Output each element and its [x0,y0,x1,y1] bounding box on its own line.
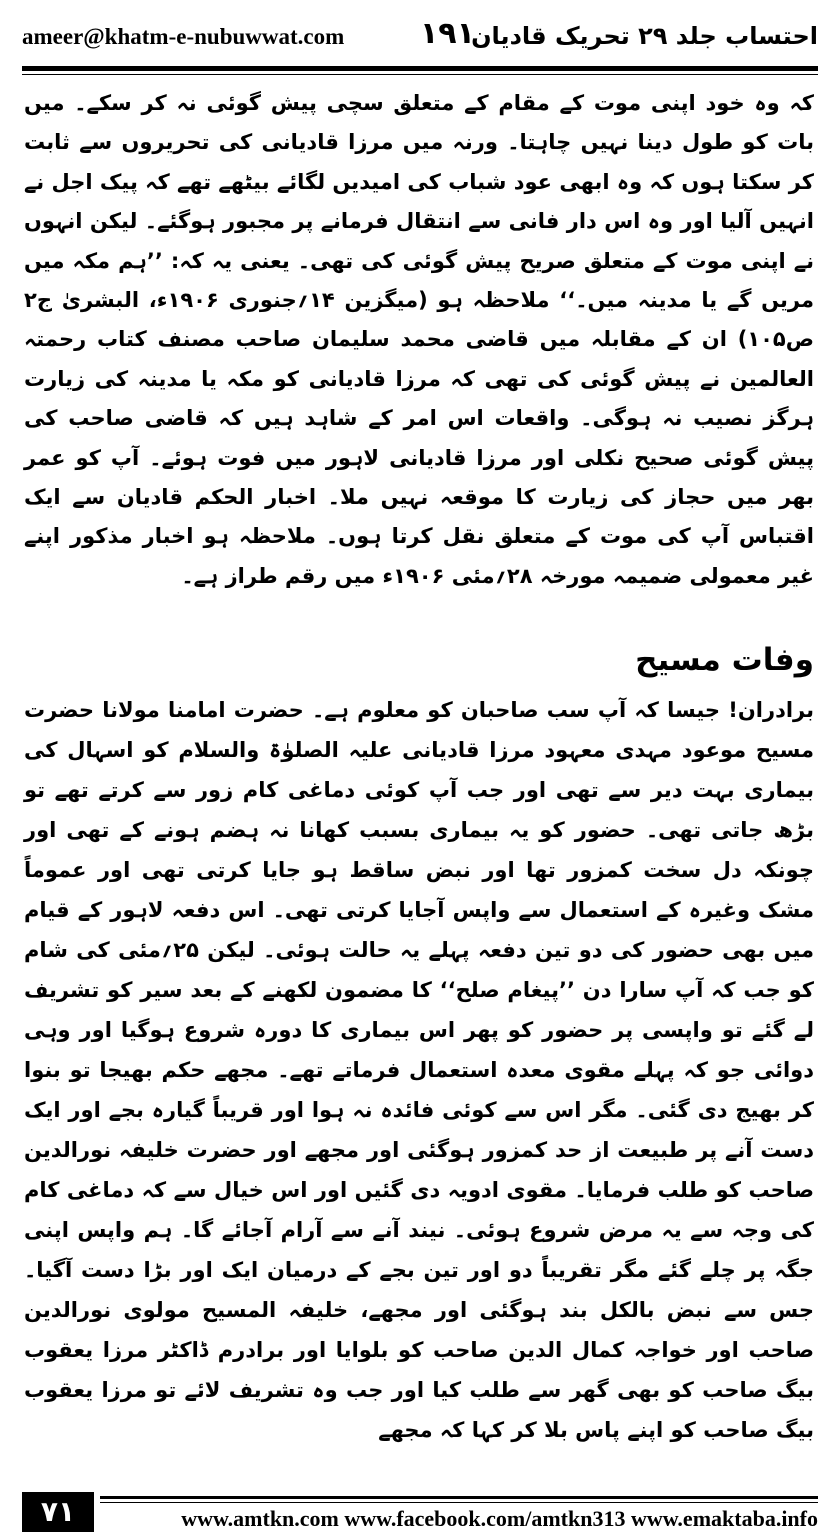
page-header [22,16,818,64]
body-paragraph-2: برادران! جیسا کہ آپ سب صاحبان کو معلوم ہے۔ حضرت امامنا مولانا حضرت مسیح موعود مہدی معہود مرزا قادیانی علیہ الصلوٰۃ والسلام کو اسہال کی بیماری بہت دیر سے تھی اور جب آپ کوئی دماغی کام زور سے کرتے تھے تو بڑھ جاتی تھی۔ حضور کو یہ بیماری بسبب کھانا نہ ہضم ہونے کے تھی اور چونکہ دل سخت کمزور تھا اور نبض ساقط ہو جایا کرتی تھی اور عموماً مشک وغیرہ کے استعمال سے واپس آجایا کرتی تھی۔ اس دفعہ لاہور کے قیام میں بھی حضور کی دو تین دفعہ پہلے یہ حالت ہوئی۔ لیکن ۲۵؍مئی کی شام کو جب کہ آپ سارا دن ’’پیغام صلح‘‘ کا مضمون لکھنے کے بعد سیر کو تشریف لے گئے تو واپسی پر حضور کو پھر اس بیماری کا دورہ شروع ہوگیا اور وہی دوائی جو کہ پہلے مقوی معدہ استعمال فرماتے تھے۔ مجھے حکم بھیجا تو بنوا کر بھیج دی گئی۔ مگر اس سے کوئی فائدہ نہ ہوا اور قریباً گیارہ بجے اور ایک دست آنے پر طبیعت از حد کمزور ہوگئی اور مجھے اور حضرت خلیفہ نورالدین صاحب کو طلب فرمایا۔ مقوی ادویہ دی گئیں اور اس خیال سے کہ دماغی کام کی وجہ سے یہ مرض شروع ہوئی۔ نیند آنے سے آرام آجائے گا۔ ہم واپس اپنی جگہ پر چلے گئے مگر تقریباً دو اور تین بجے کے درمیان ایک اور بڑا دست آگیا۔ جس سے نبض بالکل بند ہوگئی اور مجھے، خلیفہ المسیح مولوی نورالدین صاحب اور خواجہ کمال الدین صاحب کو بلوایا اور برادرم ڈاکٹر مرزا یعقوب بیگ صاحب کو بھی گھر سے طلب کیا اور جب وہ تشریف لائے تو مرزا یعقوب بیگ صاحب کو اپنے پاس بلا کر کہا کہ مجھے [24,698,814,1442]
footer-rule-thick [100,1496,818,1499]
footer-urls: www.amtkn.com www.facebook.com/amtkn313 www.emaktaba.info [181,1506,818,1531]
header-email: ameer@khatm-e-nubuwwat.com [22,24,345,49]
header-rule-thin [22,74,818,75]
body-paragraph-1: کہ وہ خود اپنی موت کے مقام کے متعلق سچی پیش گوئی نہ کر سکے۔ میں بات کو طول دینا نہیں چاہتا۔ ورنہ میں مرزا قادیانی کی تحریروں سے ثابت کر سکتا ہوں کہ وہ ابھی عود شباب کی امیدیں لگائے بیٹھے تھے کہ پیک اجل نے انہیں آلیا اور وہ اس دار فانی سے انتقال فرمانے پر مجبور ہوگئے۔ لیکن انہوں نے اپنی موت کے متعلق صریح پیش گوئی کی تھی۔ یعنی یہ کہ: ’’ہم مکہ میں مریں گے یا مدینہ میں۔‘‘ ملاحظہ ہو (میگزین ۱۴؍جنوری ۱۹۰۶ء، البشریٰ ج۲ ص۱۰۵) ان کے مقابلہ میں قاضی محمد سلیمان صاحب مصنف کتاب رحمتہ العالمین نے پیش گوئی کی تھی کہ مرزا قادیانی کو مکہ یا مدینہ کی زیارت ہرگز نصیب نہ ہوگی۔ واقعات اس امر کے شاہد ہیں کہ قاضی صاحب کی پیش گوئی صحیح نکلی اور مرزا قادیانی لاہور میں فوت ہوئے۔ آپ کو عمر بھر میں حجاز کی زیارت کا موقعہ نہیں ملا۔ اخبار الحکم قادیان سے ایک اقتباس آپ کی موت کے متعلق نقل کرتا ہوں۔ ملاحظہ ہو اخبار مذکور اپنے غیر معمولی ضمیمہ مورخہ ۲۸؍مئی ۱۹۰۶ء میں رقم طراز ہے۔ [24,91,814,588]
header-rule-thick [22,66,818,71]
section-heading: وفات مسیح [635,642,814,678]
footer-rule-thin [100,1502,818,1503]
footer-number-box: ۷۱ [22,1492,94,1532]
book-title: احتساب جلد ۲۹ تحریک قادیان [471,22,818,50]
page-number: ۱۹۱ [420,16,475,51]
